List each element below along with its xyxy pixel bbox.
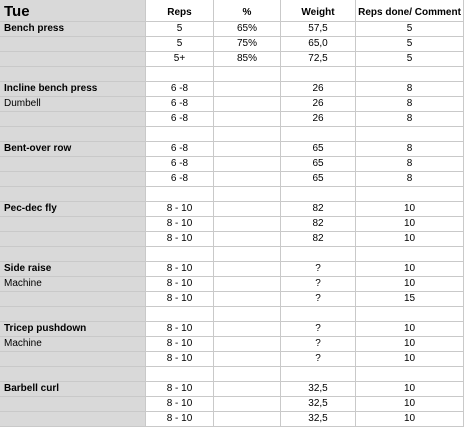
exercise-name-cell[interactable]: Tricep pushdown bbox=[0, 322, 146, 337]
reps-cell[interactable]: 8 - 10 bbox=[146, 232, 214, 247]
weight-cell[interactable]: 26 bbox=[281, 112, 356, 127]
percent-cell[interactable] bbox=[214, 262, 281, 277]
reps-done-cell[interactable]: 8 bbox=[356, 112, 464, 127]
weight-cell[interactable]: 57,5 bbox=[281, 22, 356, 37]
weight-cell[interactable]: 65 bbox=[281, 142, 356, 157]
reps-done-cell[interactable]: 10 bbox=[356, 262, 464, 277]
percent-cell[interactable]: 75% bbox=[214, 37, 281, 52]
exercise-name-cell[interactable]: Machine bbox=[0, 277, 146, 292]
exercise-name-cell[interactable]: Pec-dec fly bbox=[0, 202, 146, 217]
exercise-name-cell[interactable] bbox=[0, 127, 146, 142]
percent-cell[interactable] bbox=[214, 382, 281, 397]
percent-cell[interactable] bbox=[214, 67, 281, 82]
weight-cell[interactable]: 32,5 bbox=[281, 382, 356, 397]
reps-done-cell[interactable]: 10 bbox=[356, 217, 464, 232]
exercise-name-cell[interactable]: Bent-over row bbox=[0, 142, 146, 157]
reps-done-cell[interactable] bbox=[356, 307, 464, 322]
weight-cell[interactable]: 82 bbox=[281, 202, 356, 217]
reps-cell[interactable]: 8 - 10 bbox=[146, 262, 214, 277]
weight-cell[interactable]: ? bbox=[281, 322, 356, 337]
exercise-name-cell[interactable] bbox=[0, 232, 146, 247]
reps-done-cell[interactable]: 15 bbox=[356, 292, 464, 307]
percent-cell[interactable]: 85% bbox=[214, 52, 281, 67]
reps-cell[interactable]: 8 - 10 bbox=[146, 412, 214, 427]
exercise-name-cell[interactable] bbox=[0, 52, 146, 67]
percent-cell[interactable] bbox=[214, 352, 281, 367]
exercise-name-cell[interactable]: Machine bbox=[0, 337, 146, 352]
reps-done-cell[interactable]: 10 bbox=[356, 322, 464, 337]
column-header-reps-done: Reps done/ Comment bbox=[356, 0, 464, 22]
percent-cell[interactable] bbox=[214, 157, 281, 172]
weight-cell[interactable]: 26 bbox=[281, 97, 356, 112]
weight-cell[interactable]: 26 bbox=[281, 82, 356, 97]
reps-done-cell[interactable]: 10 bbox=[356, 412, 464, 427]
percent-cell[interactable] bbox=[214, 97, 281, 112]
reps-cell[interactable]: 8 - 10 bbox=[146, 202, 214, 217]
weight-cell[interactable]: 72,5 bbox=[281, 52, 356, 67]
reps-cell[interactable]: 5 bbox=[146, 37, 214, 52]
reps-done-cell[interactable]: 8 bbox=[356, 82, 464, 97]
weight-cell[interactable] bbox=[281, 367, 356, 382]
reps-cell[interactable]: 8 - 10 bbox=[146, 217, 214, 232]
reps-cell[interactable]: 8 - 10 bbox=[146, 382, 214, 397]
reps-cell[interactable] bbox=[146, 247, 214, 262]
reps-done-cell[interactable]: 10 bbox=[356, 202, 464, 217]
reps-done-cell[interactable] bbox=[356, 67, 464, 82]
percent-cell[interactable] bbox=[214, 247, 281, 262]
percent-cell[interactable] bbox=[214, 142, 281, 157]
exercise-name-cell[interactable] bbox=[0, 37, 146, 52]
reps-done-cell[interactable]: 5 bbox=[356, 37, 464, 52]
reps-done-cell[interactable]: 10 bbox=[356, 352, 464, 367]
percent-cell[interactable] bbox=[214, 292, 281, 307]
percent-cell[interactable] bbox=[214, 307, 281, 322]
exercise-name-cell[interactable]: Side raise bbox=[0, 262, 146, 277]
weight-cell[interactable]: 65,0 bbox=[281, 37, 356, 52]
column-header-weight: Weight bbox=[281, 0, 356, 22]
reps-cell[interactable]: 6 -8 bbox=[146, 172, 214, 187]
percent-cell[interactable] bbox=[214, 337, 281, 352]
weight-cell[interactable]: ? bbox=[281, 292, 356, 307]
reps-cell[interactable] bbox=[146, 307, 214, 322]
reps-done-cell[interactable]: 5 bbox=[356, 52, 464, 67]
reps-cell[interactable]: 5 bbox=[146, 22, 214, 37]
percent-cell[interactable] bbox=[214, 202, 281, 217]
exercise-name-cell[interactable] bbox=[0, 352, 146, 367]
exercise-name-cell[interactable] bbox=[0, 112, 146, 127]
percent-cell[interactable] bbox=[214, 172, 281, 187]
reps-done-cell[interactable]: 5 bbox=[356, 22, 464, 37]
reps-done-cell[interactable] bbox=[356, 367, 464, 382]
reps-done-cell[interactable]: 10 bbox=[356, 397, 464, 412]
exercise-name-cell[interactable] bbox=[0, 67, 146, 82]
weight-cell[interactable] bbox=[281, 187, 356, 202]
reps-done-cell[interactable] bbox=[356, 127, 464, 142]
percent-cell[interactable] bbox=[214, 397, 281, 412]
reps-done-cell[interactable]: 10 bbox=[356, 382, 464, 397]
exercise-name-cell[interactable] bbox=[0, 247, 146, 262]
percent-cell[interactable] bbox=[214, 412, 281, 427]
exercise-name-cell[interactable]: Bench press bbox=[0, 22, 146, 37]
percent-cell[interactable] bbox=[214, 217, 281, 232]
weight-cell[interactable]: 65 bbox=[281, 157, 356, 172]
percent-cell[interactable] bbox=[214, 187, 281, 202]
percent-cell[interactable] bbox=[214, 277, 281, 292]
reps-cell[interactable]: 8 - 10 bbox=[146, 292, 214, 307]
percent-cell[interactable] bbox=[214, 367, 281, 382]
reps-cell[interactable]: 8 - 10 bbox=[146, 397, 214, 412]
reps-done-cell[interactable]: 8 bbox=[356, 157, 464, 172]
percent-cell[interactable] bbox=[214, 322, 281, 337]
exercise-name-cell[interactable] bbox=[0, 292, 146, 307]
weight-cell[interactable]: ? bbox=[281, 337, 356, 352]
weight-cell[interactable]: 32,5 bbox=[281, 397, 356, 412]
weight-cell[interactable]: ? bbox=[281, 352, 356, 367]
reps-cell[interactable]: 6 -8 bbox=[146, 82, 214, 97]
percent-cell[interactable]: 65% bbox=[214, 22, 281, 37]
reps-done-cell[interactable] bbox=[356, 187, 464, 202]
exercise-name-cell[interactable]: Incline bench press bbox=[0, 82, 146, 97]
exercise-name-cell[interactable] bbox=[0, 187, 146, 202]
exercise-name-cell[interactable]: Dumbell bbox=[0, 97, 146, 112]
reps-cell[interactable]: 6 -8 bbox=[146, 97, 214, 112]
exercise-name-cell[interactable] bbox=[0, 157, 146, 172]
reps-done-cell[interactable]: 10 bbox=[356, 277, 464, 292]
weight-cell[interactable]: 32,5 bbox=[281, 412, 356, 427]
exercise-name-cell[interactable] bbox=[0, 307, 146, 322]
reps-done-cell[interactable]: 8 bbox=[356, 172, 464, 187]
reps-done-cell[interactable]: 10 bbox=[356, 337, 464, 352]
reps-done-cell[interactable] bbox=[356, 247, 464, 262]
reps-cell[interactable]: 8 - 10 bbox=[146, 277, 214, 292]
day-title: Tue bbox=[0, 0, 146, 22]
reps-cell[interactable] bbox=[146, 127, 214, 142]
percent-cell[interactable] bbox=[214, 112, 281, 127]
reps-done-cell[interactable]: 10 bbox=[356, 232, 464, 247]
percent-cell[interactable] bbox=[214, 82, 281, 97]
exercise-name-cell[interactable] bbox=[0, 397, 146, 412]
reps-cell[interactable]: 8 - 10 bbox=[146, 337, 214, 352]
weight-cell[interactable]: ? bbox=[281, 277, 356, 292]
exercise-name-cell[interactable] bbox=[0, 367, 146, 382]
column-header-percent: % bbox=[214, 0, 281, 22]
weight-cell[interactable] bbox=[281, 127, 356, 142]
weight-cell[interactable] bbox=[281, 307, 356, 322]
exercise-name-cell[interactable] bbox=[0, 412, 146, 427]
weight-cell[interactable]: 82 bbox=[281, 217, 356, 232]
weight-cell[interactable] bbox=[281, 67, 356, 82]
column-header-reps: Reps bbox=[146, 0, 214, 22]
weight-cell[interactable]: ? bbox=[281, 262, 356, 277]
percent-cell[interactable] bbox=[214, 232, 281, 247]
reps-cell[interactable]: 6 -8 bbox=[146, 142, 214, 157]
reps-done-cell[interactable]: 8 bbox=[356, 97, 464, 112]
reps-cell[interactable] bbox=[146, 67, 214, 82]
reps-cell[interactable]: 8 - 10 bbox=[146, 352, 214, 367]
weight-cell[interactable]: 65 bbox=[281, 172, 356, 187]
reps-cell[interactable] bbox=[146, 367, 214, 382]
percent-cell[interactable] bbox=[214, 127, 281, 142]
reps-cell[interactable]: 6 -8 bbox=[146, 112, 214, 127]
reps-cell[interactable]: 5+ bbox=[146, 52, 214, 67]
reps-cell[interactable]: 8 - 10 bbox=[146, 322, 214, 337]
exercise-name-cell[interactable] bbox=[0, 217, 146, 232]
reps-cell[interactable]: 6 -8 bbox=[146, 157, 214, 172]
exercise-name-cell[interactable]: Barbell curl bbox=[0, 382, 146, 397]
reps-cell[interactable] bbox=[146, 187, 214, 202]
weight-cell[interactable] bbox=[281, 247, 356, 262]
reps-done-cell[interactable]: 8 bbox=[356, 142, 464, 157]
weight-cell[interactable]: 82 bbox=[281, 232, 356, 247]
exercise-name-cell[interactable] bbox=[0, 172, 146, 187]
